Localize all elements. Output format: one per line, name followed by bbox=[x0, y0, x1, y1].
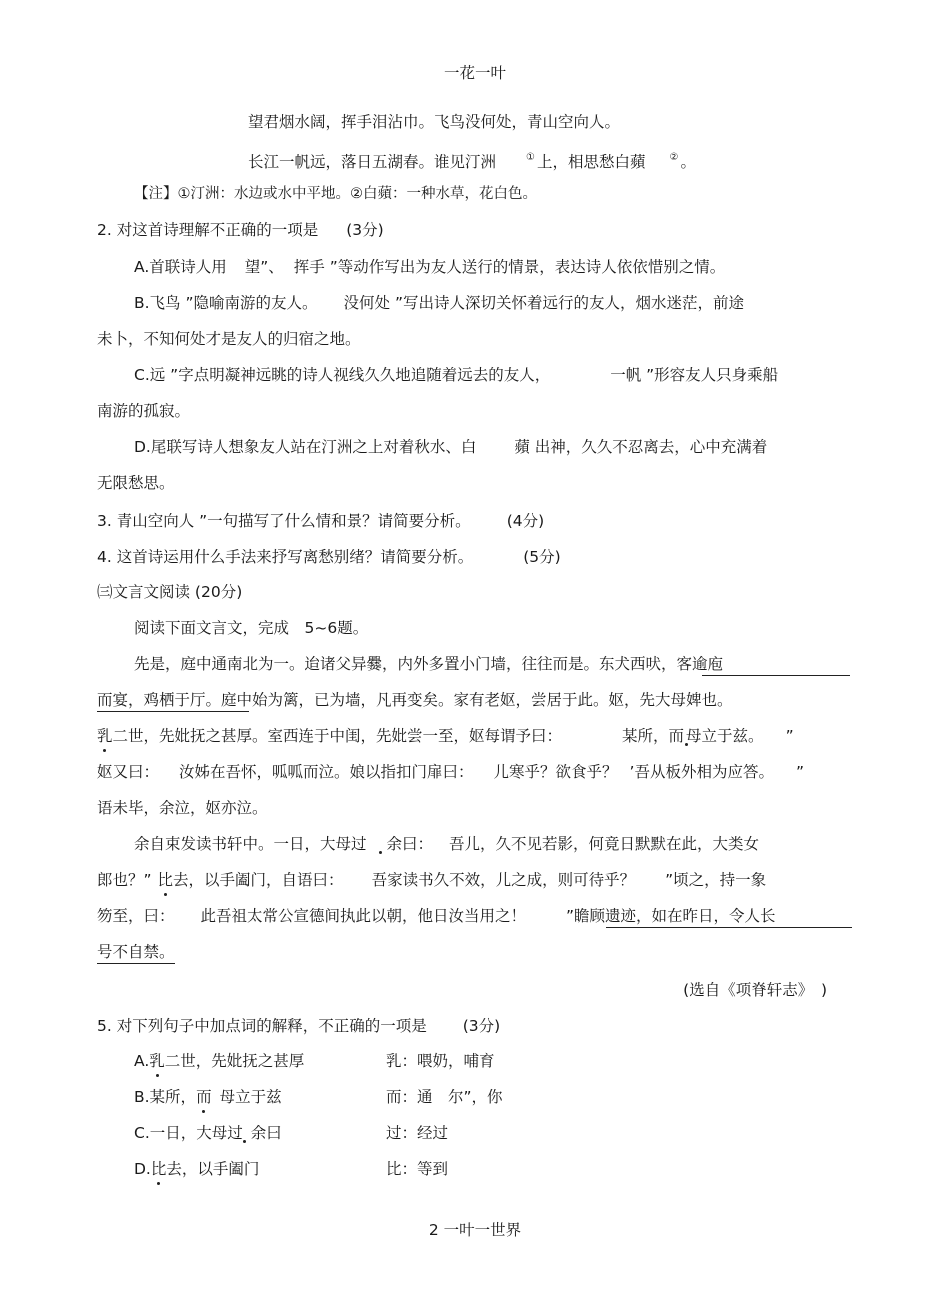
q5-stem-text: 5. 对下列句子中加点词的解释，不正确的一项是 bbox=[97, 1017, 427, 1035]
dotted-word: 比 bbox=[150, 1160, 167, 1178]
passage-text: 去，以手阖门，自语曰： bbox=[173, 871, 344, 889]
q2-option-b-part-2: 没何处 ”写出诗人深切关怀着远行的友人，烟水迷茫，前途 bbox=[343, 294, 744, 312]
q2-stem bbox=[97, 219, 384, 241]
poem-line-2-part-c: 。 bbox=[680, 153, 696, 171]
passage-quote: 某所，而 bbox=[622, 727, 685, 745]
q2-option-b-cont: 未卜，不知何处才是友人的归宿之地。 bbox=[97, 330, 361, 348]
q2-option-c-part-1: C.远 ”字点明凝神远眺的诗人视线久久地追随着远去的友人， bbox=[134, 366, 551, 384]
option-text: 去，以手阖门 bbox=[166, 1160, 260, 1178]
passage-quote: 母立于兹。 bbox=[686, 727, 764, 745]
passage-text: 先是，庭中通南北为一。迨诸父异爨，内外多置小门墙，往往而是。东犬西吠， bbox=[134, 655, 677, 673]
passage-text: 笏至，曰： bbox=[97, 907, 175, 925]
q2-option-d-part-1: D.尾联写诗人想象友人站在汀洲之上对着秋水、白 bbox=[134, 438, 477, 456]
passage-quote: 吾家读书久不效，儿之成，则可待乎？ bbox=[371, 871, 636, 889]
closing-quote: ” bbox=[795, 763, 805, 781]
underline bbox=[97, 963, 175, 964]
option-word: 而： bbox=[386, 1088, 418, 1106]
passage-text: 二世，先妣抚之甚厚。室西连于中闺，先妣尝一至，妪每谓予曰： bbox=[112, 727, 563, 745]
q5-option-a bbox=[134, 1050, 304, 1072]
q5-score: (3分) bbox=[462, 1017, 501, 1035]
page-footer: 2 一叶一世界 bbox=[428, 1221, 522, 1239]
poem-line-1: 望君烟水阔，挥手泪沾巾。飞鸟没何处，青山空向人。 bbox=[248, 113, 621, 131]
passage-line-9: 号不自禁。 bbox=[97, 943, 175, 961]
dotted-word-bi: 比 bbox=[157, 871, 174, 889]
passage-instruction: 阅读下面文言文，完成 5~6题。 bbox=[134, 619, 369, 637]
passage-source: (选自《项脊轩志》 ) bbox=[683, 981, 827, 999]
passage-line-2 bbox=[97, 689, 733, 711]
section-heading: ㈢文言文阅读 (20分) bbox=[97, 583, 243, 601]
q5-option-d bbox=[134, 1158, 259, 1180]
passage-line-3 bbox=[97, 725, 794, 747]
passage-quote: 吾儿，久不见若影，何竟日默默在此，大类女 bbox=[449, 835, 760, 853]
passage-text: ’吾从板外相为应答。 bbox=[629, 763, 774, 781]
dotted-word: 乳 bbox=[149, 1052, 165, 1070]
passage-text: 庭中始为篱，已为墙，凡再变矣。家有老妪，尝居于此。妪，先大母婢也。 bbox=[221, 691, 733, 709]
underlined-sentence: ”瞻顾遗迹，如在昨日，令人长 bbox=[566, 907, 776, 925]
poem-line-2-part-a: 长江一帆远，落日五湖春。谁见汀洲 bbox=[248, 153, 497, 171]
q2-option-c-part-2: 一帆 ”形容友人只身乘船 bbox=[610, 366, 779, 384]
option-text: 二世，先妣抚之甚厚 bbox=[164, 1052, 305, 1070]
q5-option-b-explanation bbox=[386, 1086, 503, 1108]
q2-option-a bbox=[134, 256, 725, 278]
option-meaning: 喂奶，哺育 bbox=[417, 1052, 495, 1070]
q2-option-d-part-2: 蘋 出神，久久不忍离去，心中充满着 bbox=[514, 438, 768, 456]
q3-score: (4分) bbox=[506, 512, 545, 530]
option-meaning: 等到 bbox=[417, 1160, 449, 1178]
passage-quote: 此吾祖太常公宣德间执此以朝，他日汝当用之！ bbox=[200, 907, 527, 925]
q2-score: (3分) bbox=[346, 221, 384, 239]
passage-text: ”顷之，持一象 bbox=[665, 871, 767, 889]
underline bbox=[606, 927, 852, 928]
footnote-marker-1: ① bbox=[526, 152, 535, 163]
option-word: 乳： bbox=[386, 1052, 418, 1070]
passage-quote: 汝姊在吾怀，呱呱而泣。娘以指扣门扉曰： bbox=[179, 763, 474, 781]
q3-stem bbox=[97, 510, 544, 532]
option-label: C.一日，大母过 bbox=[134, 1124, 243, 1142]
passage-line-4 bbox=[97, 761, 804, 783]
underline bbox=[702, 675, 850, 676]
option-text: 母立于兹 bbox=[219, 1088, 282, 1106]
passage-line-7 bbox=[97, 869, 766, 891]
q5-option-b bbox=[134, 1086, 282, 1108]
q5-stem bbox=[97, 1015, 500, 1037]
q4-score: (5分) bbox=[523, 548, 561, 566]
underlined-sentence: 客逾庖 bbox=[676, 655, 724, 673]
q4-stem-text: 4. 这首诗运用什么手法来抒写离愁别绪？请简要分析。 bbox=[97, 548, 474, 566]
q5-option-c-explanation bbox=[386, 1122, 448, 1144]
option-text: 余曰 bbox=[250, 1124, 282, 1142]
option-label: A. bbox=[134, 1052, 150, 1070]
q5-option-d-explanation bbox=[386, 1158, 448, 1180]
poem-line-2-part-b: 上，相思愁白蘋 bbox=[536, 153, 646, 171]
passage-text: 余曰： bbox=[386, 835, 434, 853]
dotted-word-ru: 乳 bbox=[97, 727, 113, 745]
q2-option-a-part-2: 望”、 bbox=[244, 258, 284, 276]
q2-stem-text: 2. 对这首诗理解不正确的一项是 bbox=[97, 221, 319, 239]
q2-option-c-cont: 南游的孤寂。 bbox=[97, 402, 191, 420]
poem-line-2 bbox=[248, 147, 696, 173]
q3-stem-text: 3. 青山空向人 ”一句描写了什么情和景？请简要分析。 bbox=[97, 512, 471, 530]
option-meaning: 经过 bbox=[417, 1124, 449, 1142]
passage-quote: 儿寒乎？欲食乎？ bbox=[493, 763, 618, 781]
closing-quote: ” bbox=[785, 727, 794, 745]
footnote-marker-2: ② bbox=[669, 152, 679, 163]
q2-option-c bbox=[134, 364, 778, 386]
option-word: 比： bbox=[386, 1160, 418, 1178]
option-label: B.某所， bbox=[134, 1088, 197, 1106]
q5-option-a-explanation bbox=[386, 1050, 495, 1072]
passage-text: 郎也？” bbox=[97, 871, 152, 889]
option-meaning: 通 尔”，你 bbox=[417, 1088, 503, 1106]
underline bbox=[97, 711, 249, 712]
q2-option-a-part-1: A.首联诗人用 bbox=[134, 258, 227, 276]
passage-text: 妪又曰： bbox=[97, 763, 160, 781]
q5-option-c bbox=[134, 1122, 282, 1144]
page-header: 一花一叶 bbox=[443, 64, 506, 82]
passage-line-6 bbox=[134, 833, 759, 855]
passage-text: 余自束发读书轩中。一日，大母过 bbox=[134, 835, 367, 853]
q2-option-d-cont: 无限愁思。 bbox=[97, 474, 175, 492]
q2-option-d bbox=[134, 436, 767, 458]
passage-line-5: 语未毕，余泣，妪亦泣。 bbox=[97, 799, 268, 817]
q2-option-b bbox=[134, 292, 744, 314]
dotted-word: 而 bbox=[196, 1088, 212, 1106]
option-label: D. bbox=[134, 1160, 151, 1178]
underlined-sentence: 而宴，鸡栖于厅。 bbox=[97, 691, 222, 709]
q2-option-b-part-1: B.飞鸟 ”隐喻南游的友人。 bbox=[134, 294, 318, 312]
passage-line-1 bbox=[134, 653, 723, 675]
passage-line-8 bbox=[97, 905, 776, 927]
q4-stem bbox=[97, 546, 561, 568]
q2-option-a-part-3: 挥手 ”等动作写出为友人送行的情景，表达诗人依依惜别之情。 bbox=[293, 258, 726, 276]
option-word: 过： bbox=[386, 1124, 418, 1142]
poem-note: 【注】①汀洲：水边或水中平地。②白蘋：一种水草，花白色。 bbox=[134, 186, 537, 202]
